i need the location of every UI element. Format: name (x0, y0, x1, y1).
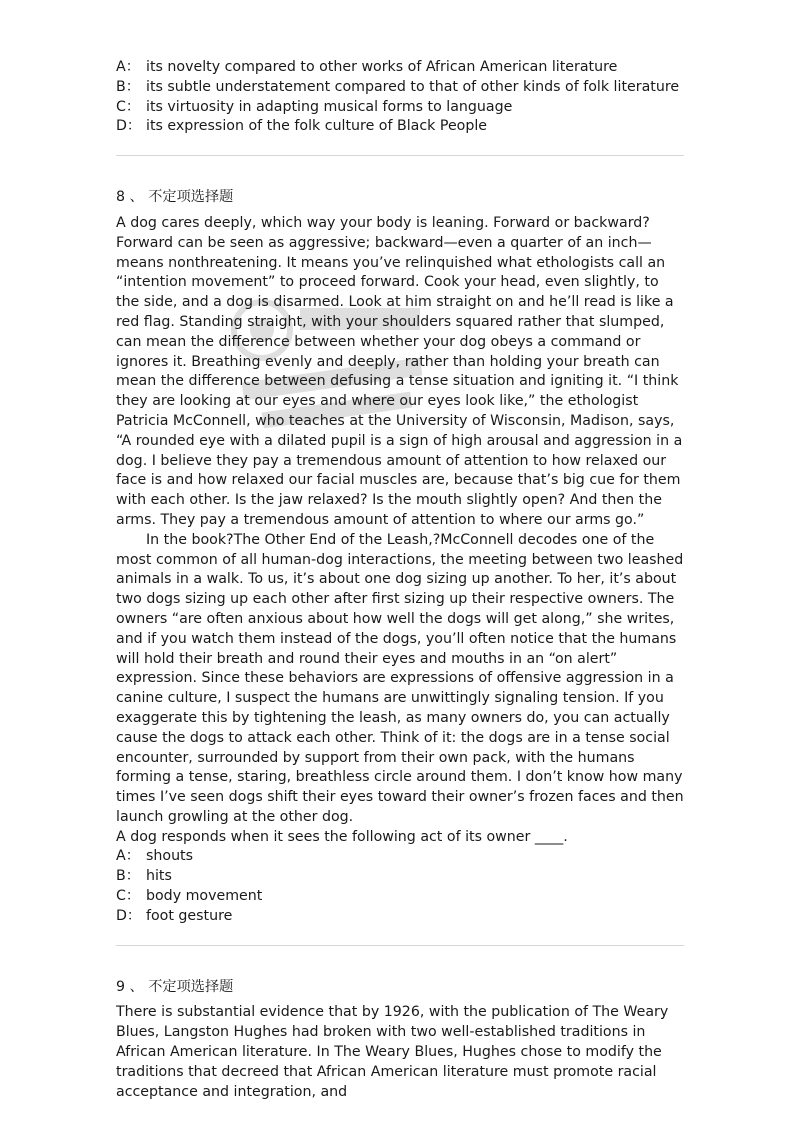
divider (116, 155, 684, 156)
question-number: 9 、 不定项选择题 (116, 978, 234, 995)
question-stem: A dog responds when it sees the following act of its owner ____. (116, 828, 568, 845)
option-b[interactable]: B： hits (116, 868, 172, 885)
option-c[interactable]: C： its virtuosity in adapting musical forms to language (116, 98, 513, 115)
option-d[interactable]: D： its expression of the folk culture of Black People (116, 118, 488, 135)
option-a[interactable]: A： its novelty compared to other works of African American literature (116, 59, 618, 75)
option-c[interactable]: C： body movement (116, 888, 263, 905)
option-b[interactable]: B： its subtle understatement compared to that of other kinds of folk literature (116, 78, 680, 95)
question-number: 8 、 不定项选择题 (116, 189, 234, 206)
option-a[interactable]: A： shouts (116, 848, 194, 865)
option-d[interactable]: D： foot gesture (116, 907, 233, 924)
passage-paragraph: In the book?The Other End of the Leash,?McConnell decodes one of the most common of all human-dog interactions, the meeting between two leashed animals in a walk. To us, it’s about one dog sizing up another. To her, it’s about two dogs sizing up each other after first sizing up their respective owners. The owners “are often anxious about how well the dogs will get along,” she writes, and if you watch them instead of the dogs, you’ll often notice that the humans will hold their breath and round their eyes and mouths in an “on alert” expression. Since these behaviors are expressions of offensive aggression in a canine culture, I suspect the humans are unwittingly signaling tension. If you exaggerate this by tightening the leash, as many owners do, you can actually cause the dogs to attack each other. Think of it: the dogs are in a tense social encounter, surrounded by support from their own pack, with the humans forming a tense, staring, breathless circle around them. I don’t know how many times I’ve seen dogs shift their eyes toward their owner’s frozen faces and then launch growling at the other dog. (116, 531, 684, 825)
question-8 (116, 188, 686, 926)
passage-paragraph: A dog cares deeply, which way your body is leaning. Forward or backward? Forward can be seen as aggressive; backward—even a quarter of an inch—means nonthreatening. It means you’ve relinquished what ethologists call an “intention movement” to proceed forward. Cook your head, even slightly, to the side, and a dog is disarmed. Look at him straight on and he’ll read is like a red flag. Standing straight, with your shoulders squared rather that slumped, can mean the difference between whether your dog obeys a command or ignores it. Breathing evenly and deeply, rather than holding your breath can mean the difference between defusing a tense situation and igniting it. “I think they are looking at our eyes and where our eyes look like,” the ethologist Patricia McConnell, who teaches at the University of Wisconsin, Madison, says, “A rounded eye with a dilated pupil is a sign of high arousal and aggression in a dog. I believe they pay a tremendous amount of attention to how relaxed our face is and how relaxed our facial muscles are, because that’s big cue for them with each other. Is the jaw relaxed? Is the mouth slightly open? And then the arms. They pay a tremendous amount of attention to where our arms go.” (116, 214, 683, 528)
divider (116, 945, 684, 946)
question-9 (116, 978, 686, 1103)
document-page (116, 58, 686, 1102)
q7-options (116, 58, 686, 137)
passage-paragraph: There is substantial evidence that by 1926, with the publication of The Weary Blues, Langston Hughes had broken with two well-established traditions in African American literature. In The Weary Blues, Hughes chose to modify the traditions that decreed that African American literature must promote racial acceptance and integration, and (116, 1004, 669, 1100)
